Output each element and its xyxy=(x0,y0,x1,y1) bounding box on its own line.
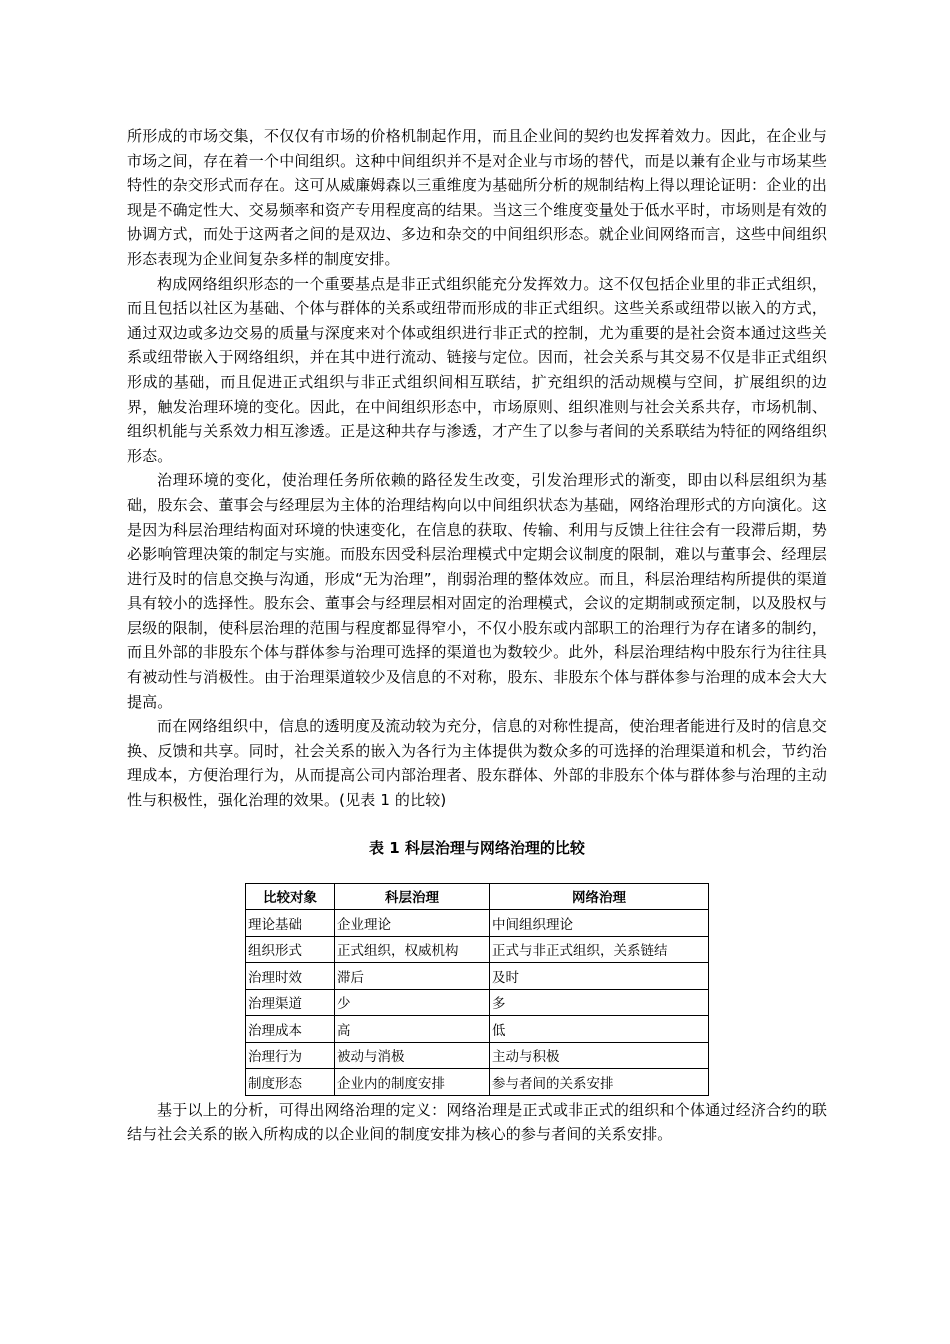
table-cell: 企业理论 xyxy=(335,910,490,937)
table-cell: 治理渠道 xyxy=(246,989,335,1016)
table-row xyxy=(246,910,709,937)
body-paragraph-2: 构成网络组织形态的一个重要基点是非正式组织能充分发挥效力。这不仅包括企业里的非正式组织，而且包括以社区为基础、个体与群体的关系或纽带而形成的非正式组织。这些关系或纽带以嵌入的方式，通过双边或多边交易的质量与深度来对个体或组织进行非正式的控制，尤为重要的是社会资本通过这些关系或纽带嵌入于网络组织，并在其中进行流动、链接与定位。因而，社会关系与其交易不仅是非正式组织形成的基础，而且促进正式组织与非正式组织间相互联结，扩充组织的活动规模与空间，扩展组织的边界，触发治理环境的变化。因此，在中间组织形态中，市场原则、组织准则与社会关系共存，市场机制、组织机能与关系效力相互渗透。正是这种共存与渗透，才产生了以参与者间的关系联结为特征的网络组织形态。 xyxy=(127,274,827,465)
table-cell: 正式与非正式组织，关系链结 xyxy=(490,936,709,963)
table-row xyxy=(246,936,709,963)
table-cell: 治理时效 xyxy=(246,963,335,990)
table-cell: 滞后 xyxy=(335,963,490,990)
table-cell: 中间组织理论 xyxy=(490,910,709,937)
header-cell-object: 比较对象 xyxy=(246,883,335,910)
header-cell-network: 网络治理 xyxy=(490,883,709,910)
table-cell: 被动与消极 xyxy=(335,1042,490,1069)
table-cell: 企业内的制度安排 xyxy=(335,1069,490,1096)
table-cell: 组织形式 xyxy=(246,936,335,963)
table-cell: 参与者间的关系安排 xyxy=(490,1069,709,1096)
table-cell: 高 xyxy=(335,1016,490,1043)
table-cell: 主动与积极 xyxy=(490,1042,709,1069)
table-header-row xyxy=(246,883,709,910)
table-cell: 多 xyxy=(490,989,709,1016)
table-cell: 治理行为 xyxy=(246,1042,335,1069)
table-cell: 少 xyxy=(335,989,490,1016)
table-cell: 治理成本 xyxy=(246,1016,335,1043)
table-row xyxy=(246,1042,709,1069)
table-row xyxy=(246,989,709,1016)
conclusion-paragraph: 基于以上的分析，可得出网络治理的定义：网络治理是正式或非正式的组织和个体通过经济合约的联结与社会关系的嵌入所构成的以企业间的制度安排为核心的参与者间的关系安排。 xyxy=(127,1100,827,1144)
comparison-table xyxy=(245,883,709,1096)
table-cell: 制度形态 xyxy=(246,1069,335,1096)
document-page xyxy=(127,124,827,1147)
table-row xyxy=(246,1069,709,1096)
body-paragraph-1: 所形成的市场交集，不仅仅有市场的价格机制起作用，而且企业间的契约也发挥着效力。因此，在企业与市场之间，存在着一个中间组织。这种中间组织并不是对企业与市场的替代，而是以兼有企业与市场某些特性的杂交形式而存在。这可从威廉姆森以三重维度为基础所分析的规制结构上得以理论证明：企业的出现是不确定性大、交易频率和资产专用程度高的结果。当这三个维度变量处于低水平时，市场则是有效的协调方式，而处于这两者之间的是双边、多边和杂交的中间组织形态。就企业间网络而言，这些中间组织形态表现为企业间复杂多样的制度安排。 xyxy=(127,127,827,268)
body-paragraph-4: 而在网络组织中，信息的透明度及流动较为充分，信息的对称性提高，使治理者能进行及时的信息交换、反馈和共享。同时，社会关系的嵌入为各行为主体提供为数众多的可选择的治理渠道和机会，节约治理成本，方便治理行为，从而提高公司内部治理者、股东群体、外部的非股东个体与群体参与治理的主动性与积极性，强化治理的效果。(见表 1 的比较) xyxy=(127,717,827,810)
table-cell: 低 xyxy=(490,1016,709,1043)
table-row xyxy=(246,1016,709,1043)
table-cell: 正式组织，权威机构 xyxy=(335,936,490,963)
body-paragraph-3: 治理环境的变化，使治理任务所依赖的路径发生改变，引发治理形式的渐变，即由以科层组织为基础，股东会、董事会与经理层为主体的治理结构向以中间组织状态为基础，网络治理形式的方向演化。这是因为科层治理结构面对环境的快速变化，在信息的获取、传输、利用与反馈上往往会有一段滞后期，势必影响管理决策的制定与实施。而股东因受科层治理模式中定期会议制度的限制，难以与董事会、经理层进行及时的信息交换与沟通，形成“无为治理”，削弱治理的整体效应。而且，科层治理结构所提供的渠道具有较小的选择性。股东会、董事会与经理层相对固定的治理模式，会议的定期制或预定制，以及股权与层级的限制，使科层治理的范围与程度都显得窄小，不仅小股东或内部职工的治理行为存在诸多的制约，而且外部的非股东个体与群体参与治理可选择的渠道也为数较少。此外，科层治理结构中股东行为往往具有被动性与消极性。由于治理渠道较少及信息的不对称，股东、非股东个体与群体参与治理的成本会大大提高。 xyxy=(127,471,827,711)
header-cell-hierarchy: 科层治理 xyxy=(335,883,490,910)
table-title: 表 1 科层治理与网络治理的比较 xyxy=(369,838,585,857)
table-cell: 及时 xyxy=(490,963,709,990)
table-row xyxy=(246,963,709,990)
table-cell: 理论基础 xyxy=(246,910,335,937)
